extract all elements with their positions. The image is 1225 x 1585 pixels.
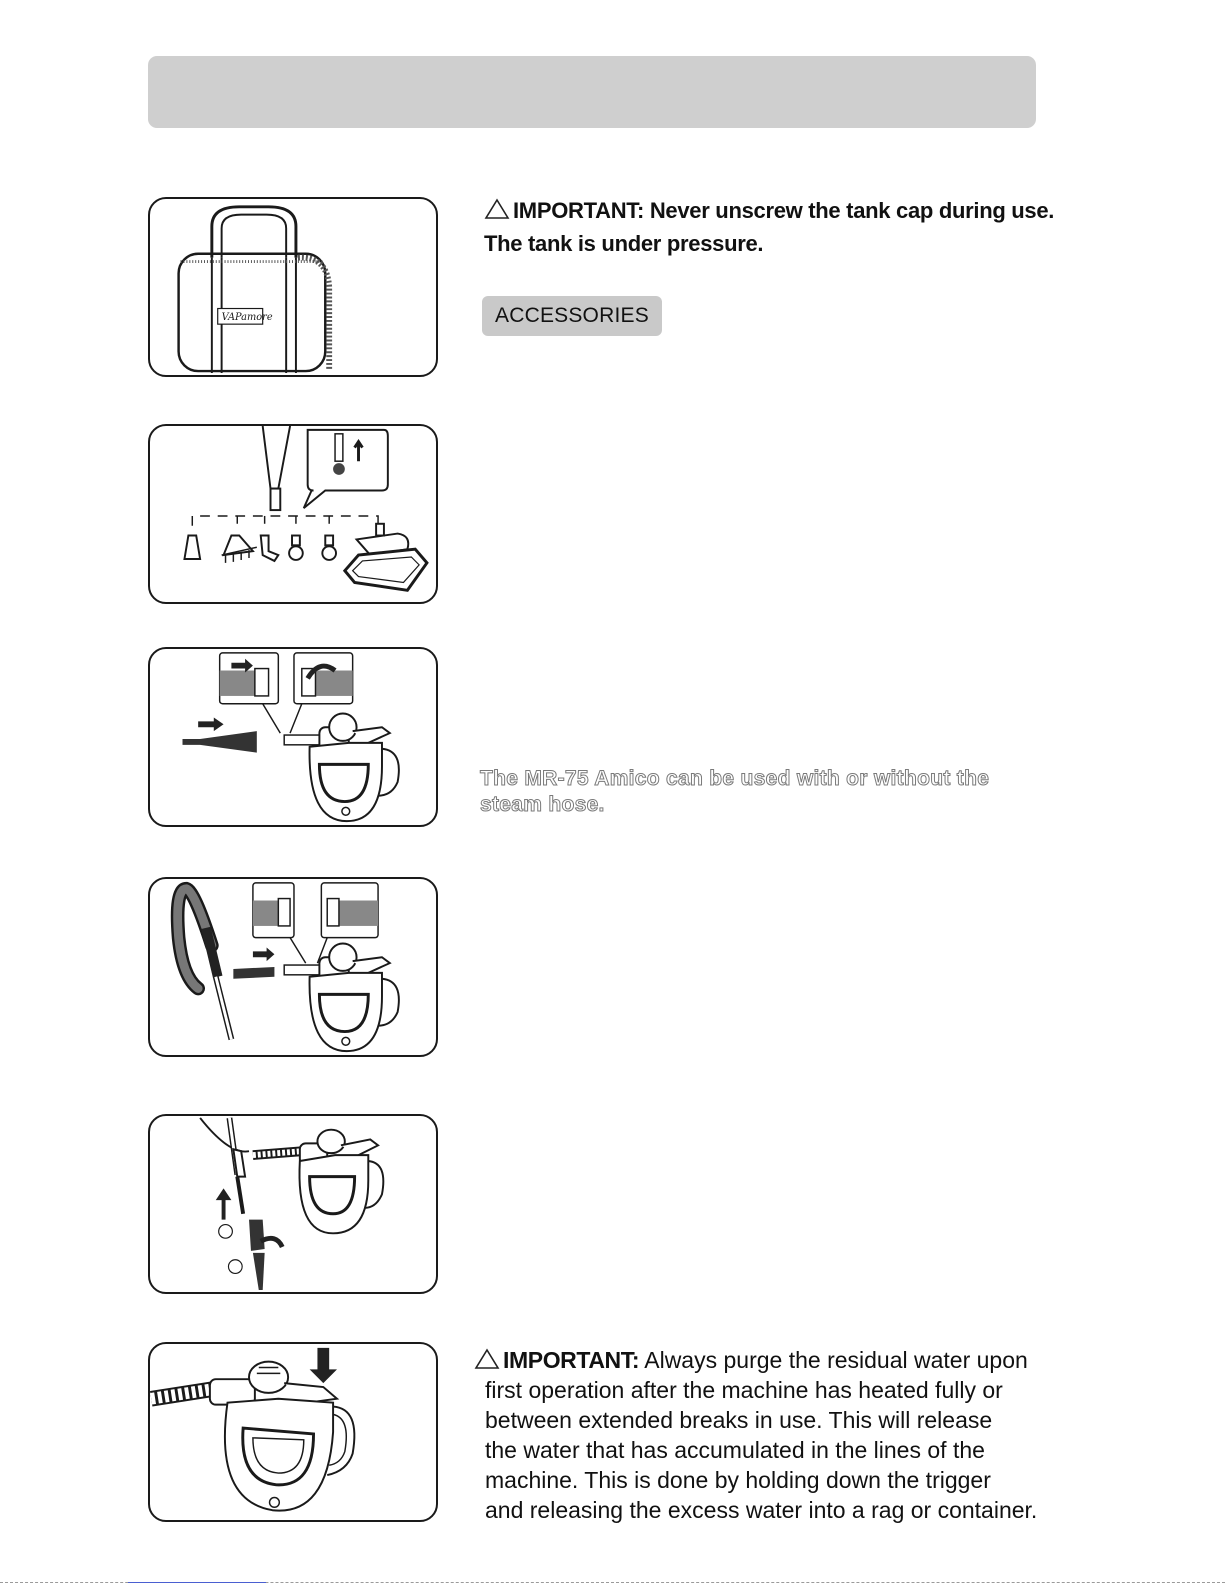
purge-warning-line1: Always purge the residual water upon xyxy=(644,1347,1028,1373)
top-warning-line1: IMPORTANT: Never unscrew the tank cap during use. xyxy=(513,198,1055,223)
section-badge-accessories: ACCESSORIES xyxy=(482,296,662,336)
purge-warning-line6: and releasing the excess water into a rag or container. xyxy=(485,1497,1038,1523)
purge-warning-line5: machine. This is done by holding down the trigger xyxy=(485,1467,991,1493)
figure-carry-bag xyxy=(148,197,438,377)
accessory-heads-illustration xyxy=(150,426,436,602)
purge-warning-line2: first operation after the machine has heated fully or xyxy=(485,1377,1003,1403)
warning-triangle-icon xyxy=(484,198,510,220)
steam-hose-note-line1: The MR-75 Amico can be used with or without the xyxy=(480,767,990,790)
header-bar xyxy=(148,56,1036,128)
figure-accessory-heads xyxy=(148,424,438,604)
purge-warning xyxy=(474,1345,1094,1525)
steam-hose-note xyxy=(480,766,1040,818)
bag-logo-text: VAPamore xyxy=(221,312,273,324)
top-warning xyxy=(484,194,1054,260)
footer-rule xyxy=(128,1582,266,1583)
purge-warning-line4: the water that has accumulated in the lines of the xyxy=(485,1437,985,1463)
figure-extension-nozzle xyxy=(148,647,438,827)
steam-hose-note-line2: steam hose. xyxy=(480,793,605,816)
figure-purge-trigger xyxy=(148,1342,438,1522)
warning-triangle-icon xyxy=(474,1348,500,1370)
steam-hose-illustration xyxy=(150,879,436,1055)
purge-trigger-illustration xyxy=(150,1344,436,1520)
hose-nozzle-illustration xyxy=(150,1116,436,1292)
extension-nozzle-illustration xyxy=(150,649,436,825)
purge-warning-line3: between extended breaks in use. This will release xyxy=(485,1407,993,1433)
figure-steam-hose xyxy=(148,877,438,1057)
top-warning-line2: The tank is under pressure. xyxy=(484,231,764,256)
purge-warning-lead: IMPORTANT: xyxy=(503,1347,640,1373)
figure-hose-nozzle xyxy=(148,1114,438,1294)
carry-bag-illustration xyxy=(150,199,436,375)
